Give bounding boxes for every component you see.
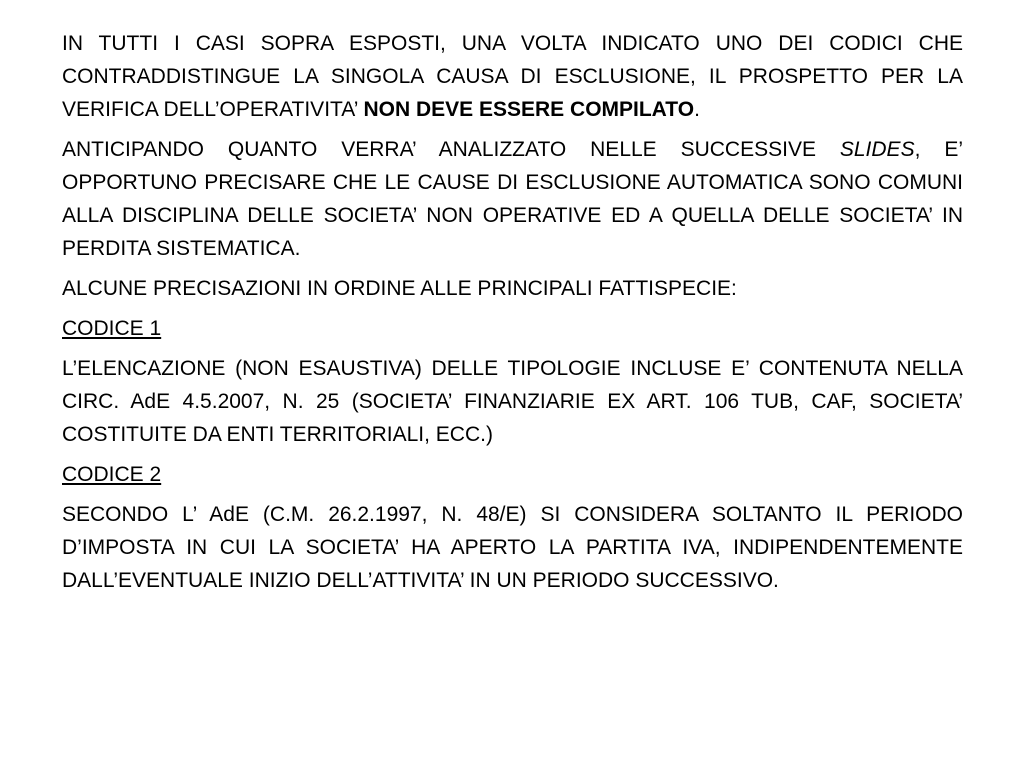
- paragraph-summary-end: .: [694, 98, 700, 121]
- codice-2-text: SECONDO L’ AdE (C.M. 26.2.1997, N. 48/E) SI CONSIDERA SOLTANTO IL PERIODO D’IMPOSTA IN CUI LA SOCIETA’ HA APERTO LA PARTITA IVA, INDIPENDENTEMENTE DALL’EVENTUALE INIZIO DELL’ATTIVITA’ IN UN PERIODO SUCCESSIVO.: [62, 503, 963, 592]
- paragraph-anticipation-text-after: , E’ OPPORTUNO PRECISARE CHE LE CAUSE DI ESCLUSIONE AUTOMATICA SONO COMUNI ALLA DISCIPLINA DELLE SOCIETA’ NON OPERATIVE ED A QUELLA DELLE SOCIETA’ IN PERDITA SISTEMATICA.: [62, 138, 963, 260]
- codice-1-heading: CODICE 1: [62, 317, 162, 340]
- paragraph-anticipation-text-before: ANTICIPANDO QUANTO VERRA’ ANALIZZATO NELLE SUCCESSIVE: [62, 138, 840, 161]
- slide-body: [62, 27, 963, 604]
- paragraph-summary-emphasis: NON DEVE ESSERE COMPILATO: [363, 98, 695, 121]
- paragraph-anticipation: [62, 133, 963, 265]
- paragraph-anticipation-italic: SLIDES: [839, 138, 915, 161]
- paragraph-intro: ALCUNE PRECISAZIONI IN ORDINE ALLE PRINCIPALI FATTISPECIE:: [62, 277, 737, 300]
- codice-2-heading: CODICE 2: [62, 463, 162, 486]
- codice-1-text: L’ELENCAZIONE (NON ESAUSTIVA) DELLE TIPOLOGIE INCLUSE E’ CONTENUTA NELLA CIRC. AdE 4.5.2007, N. 25 (SOCIETA’ FINANZIARIE EX ART. 106 TUB, CAF, SOCIETA’ COSTITUITE DA ENTI TERRITORIALI, ECC.): [62, 357, 963, 446]
- paragraph-summary-text: IN TUTTI I CASI SOPRA ESPOSTI, UNA VOLTA INDICATO UNO DEI CODICI CHE CONTRADDISTINGUE LA SINGOLA CAUSA DI ESCLUSIONE, IL PROSPETTO PER LA VERIFICA DELL’OPERATIVITA’: [62, 32, 963, 121]
- paragraph-summary: [62, 27, 963, 126]
